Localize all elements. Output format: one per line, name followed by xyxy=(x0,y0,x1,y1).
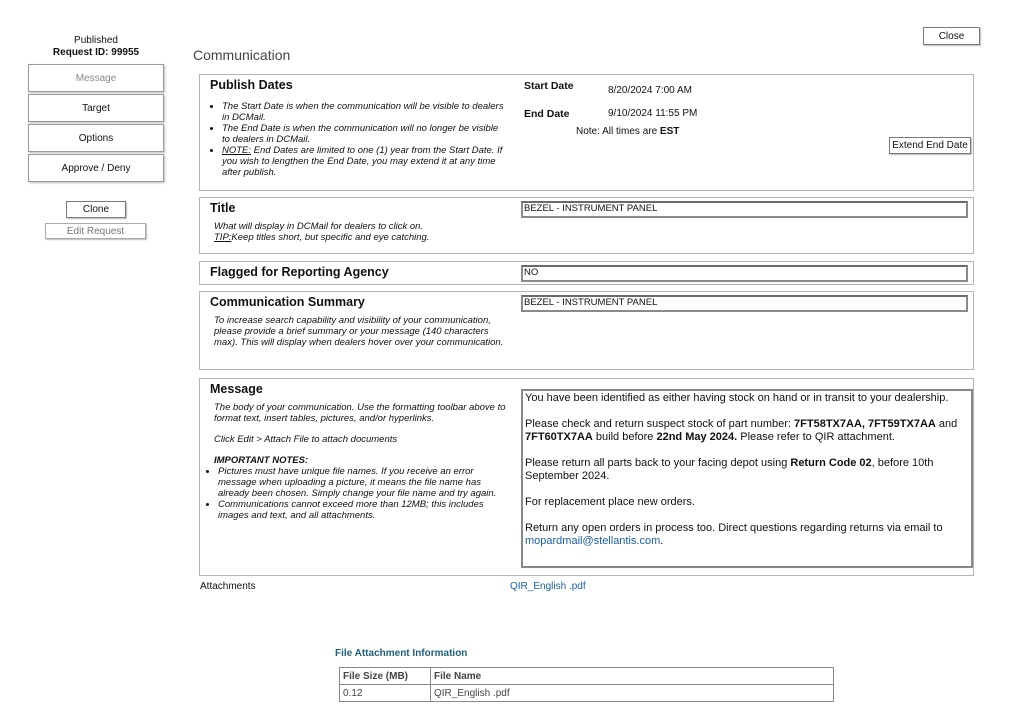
end-date-value: 9/10/2024 11:55 PM xyxy=(608,108,698,119)
clone-button[interactable]: Clone xyxy=(66,201,126,218)
attachments-label: Attachments xyxy=(200,581,256,592)
nav-approve-deny-label: Approve / Deny xyxy=(61,162,131,174)
page-title: Communication xyxy=(193,47,291,63)
msg-text: . xyxy=(660,535,664,547)
email-link[interactable]: mopardmail@stellantis.com xyxy=(525,535,661,547)
part-numbers: 7FT58TX7AA, 7FT59TX7AA xyxy=(794,418,936,430)
publish-dates-section xyxy=(199,74,974,191)
flagged-title: Flagged for Reporting Agency xyxy=(210,265,389,279)
file-info-table xyxy=(339,667,834,702)
msg-text: Please return all parts back to your facing depot using xyxy=(525,457,791,469)
msg-text: Return any open orders in process too. Direct questions regarding returns via email to xyxy=(525,522,943,534)
part-number: 7FT60TX7AA xyxy=(525,431,593,443)
nav-target[interactable] xyxy=(28,94,164,122)
message-paragraph xyxy=(525,522,969,548)
summary-field[interactable]: BEZEL - INSTRUMENT PANEL xyxy=(521,295,968,312)
attachment-link[interactable]: QIR_English .pdf xyxy=(510,581,586,592)
start-date-value: 8/20/2024 7:00 AM xyxy=(608,85,692,96)
nav-message[interactable] xyxy=(28,64,164,92)
important-note-size: • Communications cannot exceed more than 12MB; this includes images and text, and all attachments. xyxy=(218,499,500,521)
tz-value: EST xyxy=(659,126,680,137)
flagged-section xyxy=(199,261,974,285)
note-prefix: NOTE: xyxy=(222,145,252,156)
message-help-text: The body of your communication. Use the formatting toolbar above to format text, insert tables, pictures, and/or hyperlinks. xyxy=(214,402,506,424)
attach-help-text: Click Edit > Attach File to attach documents xyxy=(214,434,398,445)
end-date-label: End Date xyxy=(524,108,570,120)
msg-text: , before 10th September 2024. xyxy=(525,457,934,482)
note-text: End Dates are limited to one (1) year from the Start Date. If you wish to lengthen the End Date, you may extend it at any time after publish. xyxy=(222,145,503,178)
nav-options[interactable] xyxy=(28,124,164,152)
status-label: Published xyxy=(74,35,118,46)
tip-prefix: TIP: xyxy=(214,232,232,243)
file-info-title: File Attachment Information xyxy=(335,648,468,659)
nav-approve-deny[interactable] xyxy=(28,154,164,182)
title-help xyxy=(214,221,514,243)
message-paragraph xyxy=(525,418,969,444)
msg-text: Please check and return suspect stock of part number: xyxy=(525,418,795,430)
edit-request-button[interactable]: Edit Request xyxy=(45,223,146,239)
msg-text: build before xyxy=(592,431,657,443)
summary-section xyxy=(199,291,974,370)
nav-options-label: Options xyxy=(78,132,114,144)
title-field[interactable]: BEZEL - INSTRUMENT PANEL xyxy=(521,201,968,218)
publish-note-end: • The End Date is when the communication will no longer be visible to dealers in DCMail. xyxy=(222,123,504,145)
title-section-title: Title xyxy=(210,201,236,215)
start-date-label: Start Date xyxy=(524,80,574,92)
summary-title: Communication Summary xyxy=(210,295,365,309)
message-help xyxy=(214,402,512,466)
extend-end-date-button[interactable]: Extend End Date xyxy=(889,137,971,154)
publish-note-start: • The Start Date is when the communication will be visible to dealers in DCMail. xyxy=(222,101,504,123)
message-section xyxy=(199,378,974,576)
title-help-text: What will display in DCMail for dealers to click on. xyxy=(214,221,424,232)
timezone-note xyxy=(576,126,679,137)
publish-dates-help xyxy=(214,101,504,178)
nav-message-label: Message xyxy=(75,72,117,84)
title-section xyxy=(199,197,974,254)
table-header-row xyxy=(340,668,834,685)
flagged-field[interactable]: NO xyxy=(521,265,968,282)
message-title: Message xyxy=(210,382,263,396)
important-note-pictures: • Pictures must have unique file names. If you receive an error message when uploading a picture, it means the file name has already been chosen. Simply change your file name and try again. xyxy=(218,466,500,499)
publish-dates-title: Publish Dates xyxy=(210,78,293,92)
col-header-size: File Size (MB) xyxy=(340,668,431,685)
request-status xyxy=(28,35,164,59)
build-date: 22nd May 2024. xyxy=(656,431,738,443)
msg-text: Please refer to QIR attachment. xyxy=(737,431,895,443)
important-notes-title: IMPORTANT NOTES: xyxy=(214,455,309,466)
publish-note-limit xyxy=(222,145,504,178)
request-id: Request ID: 99955 xyxy=(52,47,140,58)
important-notes xyxy=(210,466,500,521)
message-paragraph xyxy=(525,457,969,483)
tz-note-text: Note: All times are xyxy=(576,126,660,137)
nav-target-label: Target xyxy=(82,102,110,114)
message-paragraph: For replacement place new orders. xyxy=(525,496,695,508)
summary-help: To increase search capability and visibility of your communication, please provide a brief summary or your message (140 characters max). This will display when dealers hover over your communication. xyxy=(214,315,504,348)
title-tip xyxy=(214,232,514,243)
file-name-cell: QIR_English .pdf xyxy=(431,685,834,702)
table-row xyxy=(340,685,834,702)
col-header-name: File Name xyxy=(431,668,834,685)
msg-text: and xyxy=(935,418,958,430)
return-code: Return Code 02 xyxy=(790,457,872,469)
tip-text: Keep titles short, but specific and eye catching. xyxy=(231,232,430,243)
message-paragraph: You have been identified as either having stock on hand or in transit to your dealership. xyxy=(525,392,949,404)
message-body-editor[interactable] xyxy=(521,389,973,568)
file-size-cell: 0.12 xyxy=(340,685,431,702)
close-button[interactable]: Close xyxy=(923,27,980,45)
